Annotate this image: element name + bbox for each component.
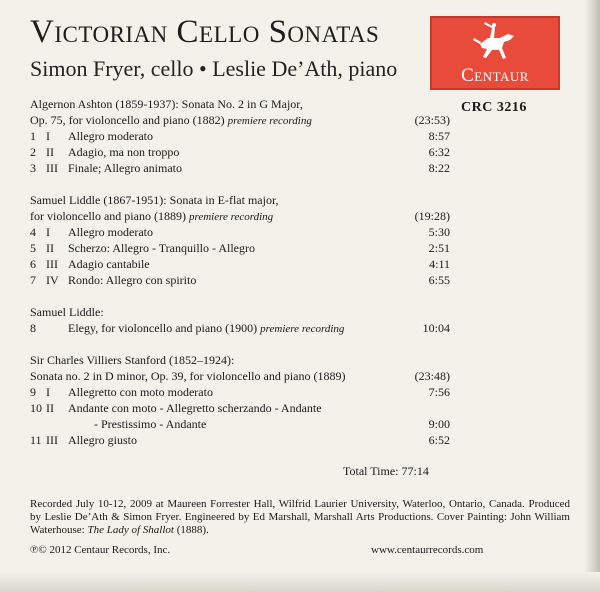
work-heading-text: Sir Charles Villiers Stanford (1852–1924): — [30, 353, 235, 367]
track-row — [30, 240, 450, 256]
track-row — [30, 384, 450, 400]
work-duration: (23:53) — [414, 113, 450, 127]
track-title: Allegro moderato — [68, 129, 153, 143]
track-title: Adagio cantabile — [68, 257, 150, 271]
section-gap — [30, 336, 450, 352]
work-duration: (23:48) — [414, 369, 450, 383]
section-gap — [30, 176, 450, 192]
track-title: Elegy, for violoncello and piano (1900) — [68, 321, 258, 335]
track-list — [30, 96, 450, 448]
track-duration: 2:51 — [428, 241, 450, 255]
track-duration: 8:22 — [428, 161, 450, 175]
track-title: Allegro giusto — [68, 433, 137, 447]
track-number: 9 — [30, 385, 36, 399]
work-heading — [30, 304, 450, 320]
movement-number: II — [46, 401, 54, 415]
premiere-label: premiere recording — [227, 115, 312, 127]
work-heading — [30, 208, 450, 224]
track-title: - Prestissimo - Andante — [94, 417, 207, 431]
track-row — [30, 272, 450, 288]
work-heading — [30, 112, 450, 128]
track-row — [30, 256, 450, 272]
credits-text: Recorded July 10-12, 2009 at Maureen Forrester Hall, Wilfrid Laurier University, Waterloo, Ontario, Canada. Produced by Leslie De’Ath & Simon Fryer. Engineered by Ed Marshall, Marshall Arts Productions. Cover Painting: John William Waterhouse: — [30, 498, 570, 536]
movement-number: I — [46, 225, 50, 239]
work-heading-text: Samuel Liddle (1867-1951): Sonata in E-flat major, — [30, 193, 279, 207]
performers: Simon Fryer, cello • Leslie De’Ath, piano — [30, 56, 398, 81]
work-heading-text: Algernon Ashton (1859-1937): Sonata No. 2 in G Major, — [30, 97, 303, 111]
track-duration: 7:56 — [428, 385, 450, 399]
movement-number: I — [46, 385, 50, 399]
work-heading — [30, 352, 450, 368]
centaur-logo — [430, 16, 560, 90]
track-duration: 8:57 — [428, 129, 450, 143]
movement-number: III — [46, 257, 58, 271]
movement-number: III — [46, 161, 58, 175]
centaur-figure-icon — [470, 22, 522, 64]
track-duration: 6:55 — [428, 273, 450, 287]
track-number: 6 — [30, 257, 36, 271]
painting-title: The Lady of Shallot — [87, 524, 174, 536]
track-title: Andante con moto - Allegretto scherzando - Andante — [68, 401, 322, 415]
track-duration: 6:52 — [428, 433, 450, 447]
work-heading — [30, 96, 450, 112]
credits — [30, 498, 570, 537]
work-heading — [30, 192, 450, 208]
track-title: Finale; Allegro animato — [68, 161, 182, 175]
track-number: 3 — [30, 161, 36, 175]
track-title: Scherzo: Allegro - Tranquillo - Allegro — [68, 241, 255, 255]
work-heading-text: Samuel Liddle: — [30, 305, 104, 319]
page-edge — [584, 0, 600, 592]
painting-year: (1888). — [173, 524, 209, 536]
section-gap — [30, 288, 450, 304]
website: www.centaurrecords.com — [371, 544, 484, 556]
page-edge-bottom — [0, 572, 600, 592]
track-number: 2 — [30, 145, 36, 159]
premiere-label: premiere recording — [188, 211, 274, 223]
track-title: Adagio, ma non troppo — [68, 145, 180, 159]
movement-number: III — [46, 433, 58, 447]
track-row — [30, 160, 450, 176]
track-row — [30, 144, 450, 160]
track-duration: 10:04 — [422, 321, 450, 335]
track-number: 10 — [30, 401, 42, 415]
premiere-label: premiere recording — [260, 323, 345, 335]
track-duration: 4:11 — [429, 257, 450, 271]
work-duration: (19:28) — [414, 209, 450, 223]
copyright: ℗© 2012 Centaur Records, Inc. — [30, 544, 171, 556]
track-duration: 9:00 — [428, 417, 450, 431]
track-row — [30, 416, 450, 432]
track-row — [30, 320, 450, 336]
track-number: 4 — [30, 225, 36, 239]
logo-text: Centaur — [461, 65, 529, 86]
track-row — [30, 432, 450, 448]
track-row — [30, 400, 450, 416]
work-heading-text: Op. 75, for violoncello and piano (1882) — [30, 113, 225, 127]
movement-number: II — [46, 145, 54, 159]
track-row — [30, 224, 450, 240]
track-number: 5 — [30, 241, 36, 255]
track-title: Rondo: Allegro con spirito — [68, 273, 197, 287]
movement-number: I — [46, 129, 50, 143]
track-title: Allegro moderato — [68, 225, 153, 239]
total-time: Total Time: 77:14 — [343, 464, 429, 478]
track-number: 11 — [30, 433, 42, 447]
work-heading-text: Sonata no. 2 in D minor, Op. 39, for violoncello and piano (1889) — [30, 369, 346, 383]
track-row — [30, 128, 450, 144]
work-heading-text: for violoncello and piano (1889) — [30, 209, 186, 223]
track-number: 7 — [30, 273, 36, 287]
catalog-number: CRC 3216 — [461, 100, 527, 115]
track-title: Allegretto con moto moderato — [68, 385, 213, 399]
track-duration: 5:30 — [428, 225, 450, 239]
movement-number: IV — [46, 273, 59, 287]
track-number: 1 — [30, 129, 36, 143]
track-number: 8 — [30, 321, 36, 335]
album-title: Victorian Cello Sonatas — [30, 14, 380, 50]
work-heading — [30, 368, 450, 384]
track-duration: 6:32 — [428, 145, 450, 159]
movement-number: II — [46, 241, 54, 255]
